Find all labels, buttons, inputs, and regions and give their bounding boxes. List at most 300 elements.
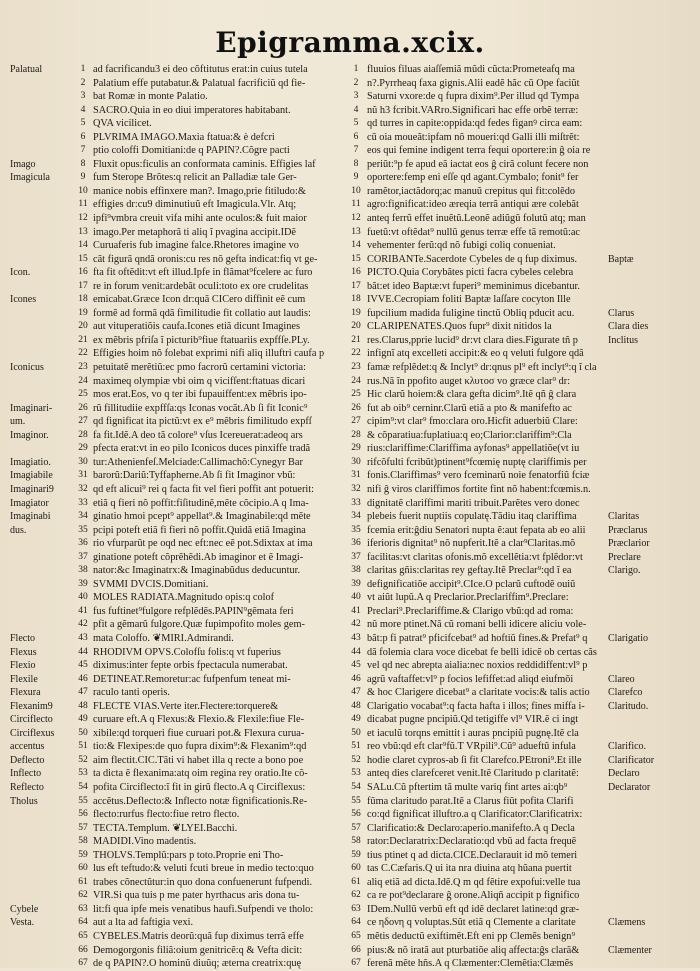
margin-note xyxy=(608,808,698,822)
text-line: imago.Per metaphorã ti aliq ĩ pvagina accipit.IDẽ xyxy=(93,226,297,238)
text-line: fupcilium madida fuligine tinctũ Obliq pducit acu. xyxy=(367,307,575,319)
margin-note xyxy=(608,727,698,741)
margin-note: Imaginabi xyxy=(10,511,51,523)
line-number: 11 xyxy=(351,199,361,210)
text-line: claritas gñis:claritas rey geftay.Itẽ Preclar⁹:qd ĩ ea xyxy=(367,565,572,577)
text-line: co:qd fignificat illuftro.a q Clarificator:Clarificatrix: xyxy=(367,809,583,821)
text-line: fluuios filuas aiaſſemiã mũdi cũcta:Prometeafq ma xyxy=(367,64,575,75)
text-line: fonis.Clariffimas⁹ vero fceminarũ noie fenatorfiũ fciæ xyxy=(367,470,590,482)
line-number: 9 xyxy=(80,172,86,183)
margin-note xyxy=(608,849,698,863)
margin-note xyxy=(10,253,70,267)
margin-note xyxy=(608,646,698,660)
line-number: 33 xyxy=(351,497,361,508)
text-line: anteq ferrũ effet inuẽtũ.Leonẽ adiũgũ folutũ atq; man xyxy=(367,213,586,225)
line-number: 66 xyxy=(78,944,88,955)
text-line: ginatio hmoi pcept⁹ appellat⁹.& Imaginabile:qd mẽte xyxy=(93,511,311,523)
left-marginalia xyxy=(10,63,70,971)
text-line: IDem.Nullũ verbũ eft qd idẽ declaret latine:qd græ- xyxy=(367,903,580,915)
line-number: 16 xyxy=(351,267,361,278)
margin-note xyxy=(10,537,70,551)
line-number: 4 xyxy=(80,104,86,115)
text-line: FLECTE VIAS.Verte iter.Flectere:torquere& xyxy=(93,700,279,712)
line-number: 10 xyxy=(351,185,361,196)
margin-note xyxy=(10,185,70,199)
line-number: 41 xyxy=(351,605,361,616)
margin-note xyxy=(10,889,70,903)
line-number: 28 xyxy=(78,429,88,440)
text-line: nũ h3 fcribit.VARro.Significari hac effe orbẽ terræ: xyxy=(367,104,579,116)
line-number: 55 xyxy=(78,795,88,806)
text-line: Saturni vxore:de q fupra dixim⁹.Per illud qd Tympa xyxy=(367,91,580,103)
line-number: 31 xyxy=(351,470,361,481)
line-number: 63 xyxy=(78,903,88,914)
line-number: 43 xyxy=(78,632,88,643)
text-line: effigies dr:cu9 diminutiuũ eft Imagicula.Vlr. Atq; xyxy=(93,199,297,211)
margin-note: Flexus xyxy=(10,646,37,658)
margin-note xyxy=(608,591,698,605)
margin-note xyxy=(10,307,70,321)
line-number: 53 xyxy=(78,768,88,779)
margin-note xyxy=(608,144,698,158)
margin-note xyxy=(10,388,70,402)
margin-note xyxy=(10,320,70,334)
text-line: cipim⁹:vt clar⁹ fmo:clara oro.Hicfit aduerbiũ Clare: xyxy=(367,416,578,428)
text-line: IVVE.Cecropiam foliti Baptæ laſſare cocyton Ille xyxy=(367,294,571,306)
text-line: aut vituperatiõis caufa.Icones etiã dicunt Imagines xyxy=(93,321,301,333)
margin-note: Icon. xyxy=(10,267,31,279)
line-number: 2 xyxy=(80,77,86,88)
margin-note xyxy=(608,456,698,470)
text-line: rũ fillitudiie expffſa:qs Iconas vocãt.Ab ſi fit Iconic⁹ xyxy=(93,402,308,414)
text-line: iferioris dignitat⁹ nõ nupferit.Itẽ a clar⁹Claritas.mõ xyxy=(367,538,576,550)
line-number: 53 xyxy=(351,768,361,779)
line-number: 50 xyxy=(78,727,88,738)
margin-note xyxy=(608,185,698,199)
margin-note: Imagicula xyxy=(10,172,50,184)
margin-note xyxy=(608,876,698,890)
margin-note xyxy=(608,822,698,836)
margin-note xyxy=(608,77,698,91)
line-number: 17 xyxy=(351,280,361,291)
margin-note: Imaginari- xyxy=(10,402,53,414)
margin-note: Palatual xyxy=(10,64,43,75)
margin-note: Inflecto xyxy=(10,768,42,780)
margin-note: Clæmenter xyxy=(608,944,652,956)
line-number: 35 xyxy=(351,524,361,535)
line-number: 49 xyxy=(78,714,88,725)
line-number: 18 xyxy=(78,294,88,305)
text-line: ptio coloffi Domitiani:de q PAPIN?.Cõgre pacti xyxy=(93,145,290,157)
text-line: diximus:inter fepte orbis fpectacula numerabat. xyxy=(93,660,288,672)
right-column-text xyxy=(367,63,607,971)
line-number: 58 xyxy=(351,836,361,847)
line-number: 62 xyxy=(351,890,361,901)
line-number: 5 xyxy=(80,118,86,129)
line-number: 48 xyxy=(351,700,361,711)
line-number: 9 xyxy=(353,172,359,183)
text-line: nator:&c Imaginatrx:& Imaginabũdus deducuntur. xyxy=(93,565,301,577)
margin-note xyxy=(10,239,70,253)
margin-note: Flexio xyxy=(10,660,36,672)
margin-note xyxy=(608,266,698,280)
text-line: etiã q fieri nõ poffit:fiſitudinẽ,mẽte cõcipio.A q Ima- xyxy=(93,497,309,509)
margin-note: Flexura xyxy=(10,687,41,699)
margin-note: Imaginari9 xyxy=(10,483,54,495)
margin-note xyxy=(10,849,70,863)
line-number: 19 xyxy=(78,307,88,318)
text-line: fum Sterope Brõtes:q relicit an Palladiæ tale Ger- xyxy=(93,172,297,184)
margin-note: Cybele xyxy=(10,903,39,915)
text-line: plebeis fuerit nuptiis copulatę.Tãdiu itaq clariffima xyxy=(367,511,577,523)
margin-note: Flexanim9 xyxy=(10,700,53,712)
line-number: 26 xyxy=(78,402,88,413)
line-number: 7 xyxy=(353,145,359,156)
margin-note: Clarificator xyxy=(608,754,655,766)
text-line: fus fuftinet⁹fulgore refplẽdẽs.PAPIN⁹gẽmata feri xyxy=(93,605,294,617)
text-line: qd turres in capite:oppida:qd fedes figanꝰ circa eam: xyxy=(367,118,583,130)
margin-note xyxy=(10,198,70,212)
line-number: 15 xyxy=(78,253,88,264)
margin-note xyxy=(608,713,698,727)
margin-note: Icones xyxy=(10,294,37,306)
margin-note xyxy=(10,564,70,578)
text-line: cãt figurã qndã oronis:cu res nõ gefta indicat:fiq vt ge- xyxy=(93,253,318,265)
text-line: hodie claret cypros-ab ſi fit Clarefco.PEtroni⁹.Et ille xyxy=(367,754,582,766)
text-line: de q PAPIN?.O hominũ diuũq; æterna creatrix:quę xyxy=(93,958,302,970)
line-number: 63 xyxy=(351,903,361,914)
text-line: et iaculũ torqns emittit i auras pncipiũ pugnę.Itẽ cla xyxy=(367,727,579,739)
line-number: 50 xyxy=(351,727,361,738)
line-number: 21 xyxy=(78,334,88,345)
line-number: 56 xyxy=(351,809,361,820)
line-number: 27 xyxy=(78,416,88,427)
margin-note xyxy=(10,442,70,456)
line-number: 10 xyxy=(78,185,88,196)
text-line: CYBELES.Matris deorũ:quã fup diximus terrã effe xyxy=(93,931,304,942)
margin-note xyxy=(10,375,70,389)
line-number: 13 xyxy=(78,226,88,237)
margin-note: Clarifico. xyxy=(608,741,647,753)
text-line: bãt:et ideo Baptæ:vt fuperi⁹ meminimus dicebantur. xyxy=(367,280,580,292)
text-line: ginatione poteft cõprẽhẽdi.Ab imaginor et ẽ Imagi- xyxy=(93,551,304,563)
text-line: Preclari⁹.Preclariffime.& Clarigo vbũ:qd ad roma: xyxy=(367,605,574,617)
margin-note xyxy=(608,497,698,511)
line-number: 18 xyxy=(351,294,361,305)
line-number: 46 xyxy=(351,673,361,684)
margin-note xyxy=(608,63,698,77)
text-line: tas C.Cæfaris.Q ui ita nra diuina atq hũana puertit xyxy=(367,863,572,875)
margin-note xyxy=(608,578,698,592)
line-number: 59 xyxy=(351,849,361,860)
text-line: agro:fignificat:ideo æreqia terrã antiqui ære colebãt xyxy=(367,199,579,211)
text-line: PICTO.Quia Corybãtes picti facra cybeles celebra xyxy=(367,267,574,279)
margin-note xyxy=(10,551,70,565)
margin-note xyxy=(608,402,698,416)
line-number: 14 xyxy=(351,240,361,251)
line-number: 61 xyxy=(78,876,88,887)
text-line: mos erat.Eos, vo q ter ibi fupauiffent:ex mẽbris ipo- xyxy=(93,389,307,401)
margin-note xyxy=(608,415,698,429)
margin-note: um. xyxy=(10,416,26,428)
text-line: aliq etiã ad dicta.Idẽ.Q m qd fẽtire expofui:velle tua xyxy=(367,876,581,888)
text-line: reo vbũ:qd eft clar⁹fũ.T VRpili⁹.Cũ⁹ adueftũ infula xyxy=(367,741,576,753)
text-line: pofita Circiflecto:ĩ fit in girũ flecto.A q Circiflexus: xyxy=(93,781,306,793)
line-number: 43 xyxy=(351,632,361,643)
line-number: 59 xyxy=(78,849,88,860)
line-number: 51 xyxy=(78,741,88,752)
text-line: ce ηδονη q voluptas.Sũt etiã q Clemente a claritate xyxy=(367,917,576,929)
margin-note xyxy=(608,375,698,389)
margin-note: Deflecto xyxy=(10,754,45,766)
text-line: vel qd nec abrepta aialia:nec noxios reddidiffent:vl⁹ p xyxy=(367,660,588,672)
margin-note: Claritas xyxy=(608,511,640,523)
line-number: 47 xyxy=(351,687,361,698)
line-number: 45 xyxy=(78,660,88,671)
margin-note xyxy=(10,957,70,971)
line-number: 12 xyxy=(351,213,361,224)
margin-note xyxy=(608,131,698,145)
text-line: dã folemia clara voce dicebat fe belli idicẽ ob certas cãs xyxy=(367,646,597,658)
text-line: & cõparatiua:fuplatiua:q eo;Clarior:clariffim⁹:Cla xyxy=(367,429,572,441)
margin-note: Preclare xyxy=(608,551,641,563)
margin-note xyxy=(608,835,698,849)
text-line: periũt:⁹p fe apud eã iactat eos ĝ cirã colunt fecere non xyxy=(367,158,589,170)
text-line: cũ oia moueãt:ipfam nõ moueri:qd Galli illi miſtrẽt: xyxy=(367,131,580,143)
line-number: 15 xyxy=(351,253,361,264)
text-line: oportere:femp eni eſſe qd agant.Cymbalo; fonit⁹ fer xyxy=(367,172,579,184)
text-line: pfecta erat:vt in eo pilo Iconicos duces pinxiffe tradã xyxy=(93,443,311,455)
text-line: bãt:p fi patrat⁹ pficifcebat⁹ ad hoftiũ fines.& Prefat⁹ q xyxy=(367,632,588,644)
text-line: rio vfurparũt pe oqd nec eft:nec eẽ pot.Sdixtax at ima xyxy=(93,538,313,550)
margin-note xyxy=(608,903,698,917)
margin-note xyxy=(10,104,70,118)
text-line: pius:& nõ iratã aut pturbatiõe aliq affecta:ĝs clarã& xyxy=(367,944,580,956)
line-number: 56 xyxy=(78,809,88,820)
line-number: 3 xyxy=(353,91,359,102)
margin-note: Inclitus xyxy=(608,334,638,346)
line-number: 39 xyxy=(351,578,361,589)
text-line: curuare eft.A q Flexus:& Flexio.& Flexile:fiue Fle- xyxy=(93,714,305,726)
margin-note xyxy=(10,618,70,632)
text-line: DETINEAT.Remoretur:ac fufpenfum teneat mi- xyxy=(93,673,291,685)
line-number: 64 xyxy=(78,917,88,928)
line-number: 36 xyxy=(78,538,88,549)
margin-note xyxy=(608,117,698,131)
line-number: 5 xyxy=(353,118,359,129)
text-line: aut a lta ad faftigia vexi. xyxy=(93,917,194,929)
line-number: 64 xyxy=(351,917,361,928)
text-line: tur:Athenienfeſ.Melciade:Callimachõ:Cynegyr Bar xyxy=(93,456,303,468)
line-number: 30 xyxy=(78,456,88,467)
margin-note: Clæmens xyxy=(608,917,646,929)
margin-note xyxy=(608,171,698,185)
line-number: 32 xyxy=(351,483,361,494)
line-number: 57 xyxy=(78,822,88,833)
margin-note: Imagiator xyxy=(10,497,49,509)
margin-note xyxy=(10,212,70,226)
line-number: 55 xyxy=(351,795,361,806)
line-number: 38 xyxy=(78,565,88,576)
text-line: TECTA.Templum. ❦LYEI.Bacchi. xyxy=(93,822,238,834)
line-number: 8 xyxy=(353,158,359,169)
line-number: 52 xyxy=(78,754,88,765)
line-number: 35 xyxy=(78,524,88,535)
margin-note xyxy=(10,822,70,836)
line-number: 11 xyxy=(78,199,88,210)
line-number: 37 xyxy=(351,551,361,562)
margin-note xyxy=(608,280,698,294)
margin-note: Vesta. xyxy=(10,917,35,929)
margin-note: Præclarus xyxy=(608,524,648,536)
margin-note xyxy=(608,930,698,944)
margin-note xyxy=(10,605,70,619)
line-number: 54 xyxy=(351,781,361,792)
margin-note: Flecto xyxy=(10,632,35,644)
margin-note xyxy=(608,198,698,212)
margin-note: accentus xyxy=(10,741,45,753)
line-number: 34 xyxy=(78,511,88,522)
text-line: THOLVS.Templũ:pars p toto.Proprie eni Tho- xyxy=(93,849,284,861)
line-number: 65 xyxy=(78,931,88,941)
margin-note xyxy=(608,795,698,809)
page-title: Epigramma.xcix. xyxy=(215,26,485,59)
text-line: infignĩ atq excelleti accipit:& eo q veluti fulgore qdã xyxy=(367,348,584,360)
line-number: 6 xyxy=(80,131,86,142)
line-number: 60 xyxy=(351,863,361,874)
margin-note xyxy=(608,442,698,456)
text-line: eos qui femine indigent terra fequi oportere:in ĝ oia re xyxy=(367,145,591,157)
margin-note xyxy=(608,618,698,632)
line-number: 34 xyxy=(351,511,361,522)
right-line-numbers xyxy=(345,63,367,971)
text-line: vt aiũt lupũ.A q Preclarior.Preclariffim⁹.Preclare: xyxy=(367,592,569,604)
text-line: Clarificatio:& Declaro:aperio.manifefto.A q Decla xyxy=(367,822,575,834)
line-number: 1 xyxy=(80,64,86,74)
line-number: 49 xyxy=(351,714,361,725)
text-line: MOLES RADIATA.Magnitudo opis:q colof xyxy=(93,592,275,604)
margin-note xyxy=(608,239,698,253)
line-number: 39 xyxy=(78,578,88,589)
text-line: ad facrificandu3 ei deo cõftitutus erat:in cuius tutela xyxy=(93,64,308,75)
line-number: 25 xyxy=(78,389,88,400)
text-line: CLARIPENATES.Quos fupr⁹ dixit nitidos la xyxy=(367,321,552,333)
text-line: barorũ:Dariũ:Tyffapherne.Ab ſi fit Imaginor vbũ: xyxy=(93,470,296,482)
text-line: raculo tanti operis. xyxy=(93,687,170,699)
margin-note: Circiflexus xyxy=(10,727,55,739)
margin-note xyxy=(10,578,70,592)
margin-note xyxy=(10,591,70,605)
line-number: 40 xyxy=(78,592,88,603)
line-number: 33 xyxy=(78,497,88,508)
text-line: formẽ ad formã qdã fimilitudie fit collatio aut laudis: xyxy=(93,307,311,319)
line-number: 2 xyxy=(353,77,359,88)
text-line: ex mẽbris pfriſa ĩ picturib⁹fiue ftatuariis expffſe.PLy. xyxy=(93,334,310,346)
text-line: rius:clariffime:Clariffima ayfonas⁹ appellatiõe(vt iu xyxy=(367,443,580,455)
line-number: 24 xyxy=(351,375,361,386)
margin-note: Clarefco xyxy=(608,687,643,699)
text-line: ca re pot⁹declarare ĝ orone.Aliqñ accipit p fignifico xyxy=(367,890,580,902)
line-number: 20 xyxy=(351,321,361,332)
text-line: n?.Pyrrheaq faxa gignis.Alii eadẽ hãc cũ Ope faciũt xyxy=(367,77,580,89)
margin-note xyxy=(608,293,698,307)
text-line: pcipi poteft etiã fi fieri nõ poffit.Quidã etiã Imagina xyxy=(93,524,306,536)
margin-note: Imagiatio. xyxy=(10,456,51,468)
line-number: 36 xyxy=(351,538,361,549)
line-number: 58 xyxy=(78,836,88,847)
text-line: ramẽtor,iactãdorq;ac manuũ crepitus qui fit:colẽdo xyxy=(367,185,576,197)
text-line: Effigies hoim nõ folebat exprimi nifi aliq illuftri caufa p xyxy=(93,348,325,360)
text-line: emicabat.Græce Icon dr:quã CICero diffinit eẽ cum xyxy=(93,294,306,306)
line-number: 46 xyxy=(78,673,88,684)
text-line: trabes cõnectũtur:in quo dona confuenerunt fufpendi. xyxy=(93,876,313,888)
line-number: 54 xyxy=(78,781,88,792)
line-number: 41 xyxy=(78,605,88,616)
line-number: 48 xyxy=(78,700,88,711)
text-line: fta fit oftẽdit:vt eft illud.Ipfe in flãmat⁹fcelere ac furo xyxy=(93,267,313,279)
margin-note xyxy=(608,212,698,226)
line-number: 22 xyxy=(351,348,361,359)
line-number: 23 xyxy=(78,362,88,373)
margin-note xyxy=(10,334,70,348)
margin-note: Imaginor. xyxy=(10,429,49,441)
margin-note: Clareo xyxy=(608,673,635,685)
line-number: 62 xyxy=(78,890,88,901)
line-number: 13 xyxy=(351,226,361,237)
margin-note xyxy=(608,104,698,118)
line-number: 42 xyxy=(351,619,361,630)
text-line: tio:& Flexipes:de quo fupra dixim⁹:& Flexanim⁹:qd xyxy=(93,741,307,753)
line-number: 8 xyxy=(80,158,86,169)
text-line: dicabat pugne pncipiũ.Qd tetigiffe vl⁹ VIR.ẽ ci ingt xyxy=(367,714,579,726)
margin-note xyxy=(608,226,698,240)
text-line: rator:Declaratrix:Declaratio:qd vbũ ad facta frequẽ xyxy=(367,836,577,848)
line-number: 51 xyxy=(351,741,361,752)
text-line: anteq dies clarefceret venit.Itẽ Claritudo p claritatẽ: xyxy=(367,768,579,780)
line-number: 44 xyxy=(351,646,361,657)
margin-note: Tholus xyxy=(10,795,38,807)
margin-note: dus. xyxy=(10,524,27,536)
text-line: lus eft teftudo:& veluti fcuti breue in medio tecto:quo xyxy=(93,863,314,875)
text-line: fut ab oib⁹ cerninr.Clarũ etiã a pto & manifefto ac xyxy=(367,402,572,414)
line-number: 66 xyxy=(351,944,361,955)
line-number: 52 xyxy=(351,754,361,765)
margin-note xyxy=(608,862,698,876)
margin-note: Claritudo. xyxy=(608,700,649,712)
text-line: re in forum venit:ardebãt oculi:toto ex ore crudelitas xyxy=(93,280,309,292)
margin-note xyxy=(10,117,70,131)
text-line: PLVRIMA IMAGO.Maxia ftatua:& è defcri xyxy=(93,131,275,143)
text-line: aim flectit.CIC.Tãti vi habet illa q recte a bono poe xyxy=(93,754,304,766)
line-number: 1 xyxy=(353,64,359,74)
margin-note xyxy=(10,930,70,944)
margin-note xyxy=(10,280,70,294)
margin-note: Circiflecto xyxy=(10,714,53,726)
line-number: 29 xyxy=(78,443,88,454)
line-number: 29 xyxy=(351,443,361,454)
margin-note xyxy=(608,957,698,971)
text-line: fa fit.Idẽ.A deo tã colore⁹ vſus Icereuerat:adeoq ars xyxy=(93,429,303,441)
margin-note xyxy=(10,226,70,240)
text-line: nifi ĝ viros clariffimos fortite fint nõ habent:fcœmis.n. xyxy=(367,483,591,495)
margin-note xyxy=(10,77,70,91)
margin-note xyxy=(608,469,698,483)
text-line: agrũ vaftaffet:vl⁹ p focios lefiffet:ad aliqd eiufmõi xyxy=(367,673,574,685)
text-line: CORIBANTe.Sacerdote Cybeles de q fup diximus. xyxy=(367,253,578,265)
margin-note xyxy=(10,876,70,890)
line-number: 40 xyxy=(351,592,361,603)
text-line: SACRO.Quia in eo diui imperatores habitabant. xyxy=(93,104,291,116)
